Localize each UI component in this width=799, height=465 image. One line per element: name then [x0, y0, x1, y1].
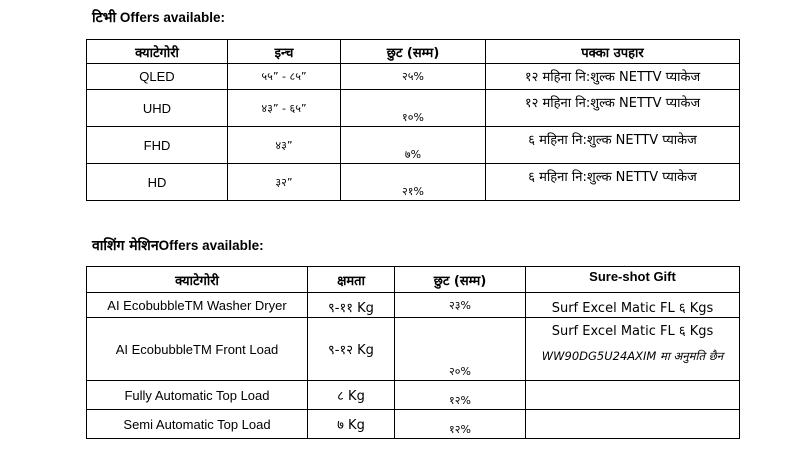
- washing-machine-offers-heading: [92, 236, 264, 255]
- discount-cell: १२%: [395, 381, 526, 410]
- column-header-discount: छुट (सम्म): [395, 267, 526, 293]
- capacity-cell: ७ Kg: [308, 410, 395, 439]
- column-header-gift: Sure-shot Gift: [526, 267, 740, 293]
- gift-cell: ६ महिना नि:शुल्क NETTV प्याकेज: [486, 127, 740, 164]
- capacity-cell: ९-११ Kg: [308, 293, 395, 318]
- washing-machine-offers-table: [86, 266, 740, 439]
- table-row: [87, 64, 740, 90]
- column-header-category: क्याटेगोरी: [87, 40, 228, 64]
- gift-cell: [526, 410, 740, 439]
- table-row: [87, 381, 740, 410]
- gift-cell: [526, 318, 740, 381]
- tv-heading-suffix: Offers available:: [116, 10, 225, 25]
- discount-cell: ७%: [341, 127, 486, 164]
- inch-cell: ५५” - ८५”: [228, 64, 341, 90]
- wm-heading-prefix: वाशिंग मेशिन: [92, 238, 159, 254]
- gift-cell: Surf Excel Matic FL ६ Kgs: [526, 293, 740, 318]
- category-cell: AI EcobubbleTM Front Load: [87, 318, 308, 381]
- wm-heading-suffix: Offers available:: [158, 238, 264, 253]
- capacity-cell: ९-१२ Kg: [308, 318, 395, 381]
- table-row: [87, 164, 740, 201]
- column-header-inch: इन्च: [228, 40, 341, 64]
- tv-offers-table: [86, 39, 740, 201]
- discount-cell: २१%: [341, 164, 486, 201]
- column-header-discount: छुट (सम्म): [341, 40, 486, 64]
- discount-cell: २३%: [395, 293, 526, 318]
- discount-cell: १२%: [395, 410, 526, 439]
- table-row: [87, 318, 740, 381]
- table-header-row: [87, 267, 740, 293]
- gift-cell: [526, 381, 740, 410]
- gift-cell: ६ महिना नि:शुल्क NETTV प्याकेज: [486, 164, 740, 201]
- category-cell: UHD: [87, 90, 228, 127]
- gift-cell: १२ महिना नि:शुल्क NETTV प्याकेज: [486, 64, 740, 90]
- category-cell: Fully Automatic Top Load: [87, 381, 308, 410]
- table-row: [87, 127, 740, 164]
- table-row: [87, 410, 740, 439]
- category-cell: Semi Automatic Top Load: [87, 410, 308, 439]
- discount-cell: २५%: [341, 64, 486, 90]
- column-header-category: क्याटेगोरी: [87, 267, 308, 293]
- table-row: [87, 293, 740, 318]
- column-header-gift: पक्का उपहार: [486, 40, 740, 64]
- inch-cell: ४३”: [228, 127, 341, 164]
- discount-cell: १०%: [341, 90, 486, 127]
- category-cell: AI EcobubbleTM Washer Dryer: [87, 293, 308, 318]
- inch-cell: ३२”: [228, 164, 341, 201]
- table-row: [87, 90, 740, 127]
- tv-offers-heading: [92, 8, 225, 27]
- category-cell: FHD: [87, 127, 228, 164]
- table-header-row: [87, 40, 740, 64]
- column-header-capacity: क्षमता: [308, 267, 395, 293]
- category-cell: QLED: [87, 64, 228, 90]
- gift-note: WW90DG5U24AXIM मा अनुमति छैन: [541, 349, 724, 363]
- tv-heading-prefix: टिभी: [92, 10, 117, 26]
- inch-cell: ४३” - ६५”: [228, 90, 341, 127]
- gift-cell: १२ महिना नि:शुल्क NETTV प्याकेज: [486, 90, 740, 127]
- discount-cell: २०%: [395, 318, 526, 381]
- gift-text: Surf Excel Matic FL ६ Kgs: [551, 324, 714, 339]
- capacity-cell: ८ Kg: [308, 381, 395, 410]
- category-cell: HD: [87, 164, 228, 201]
